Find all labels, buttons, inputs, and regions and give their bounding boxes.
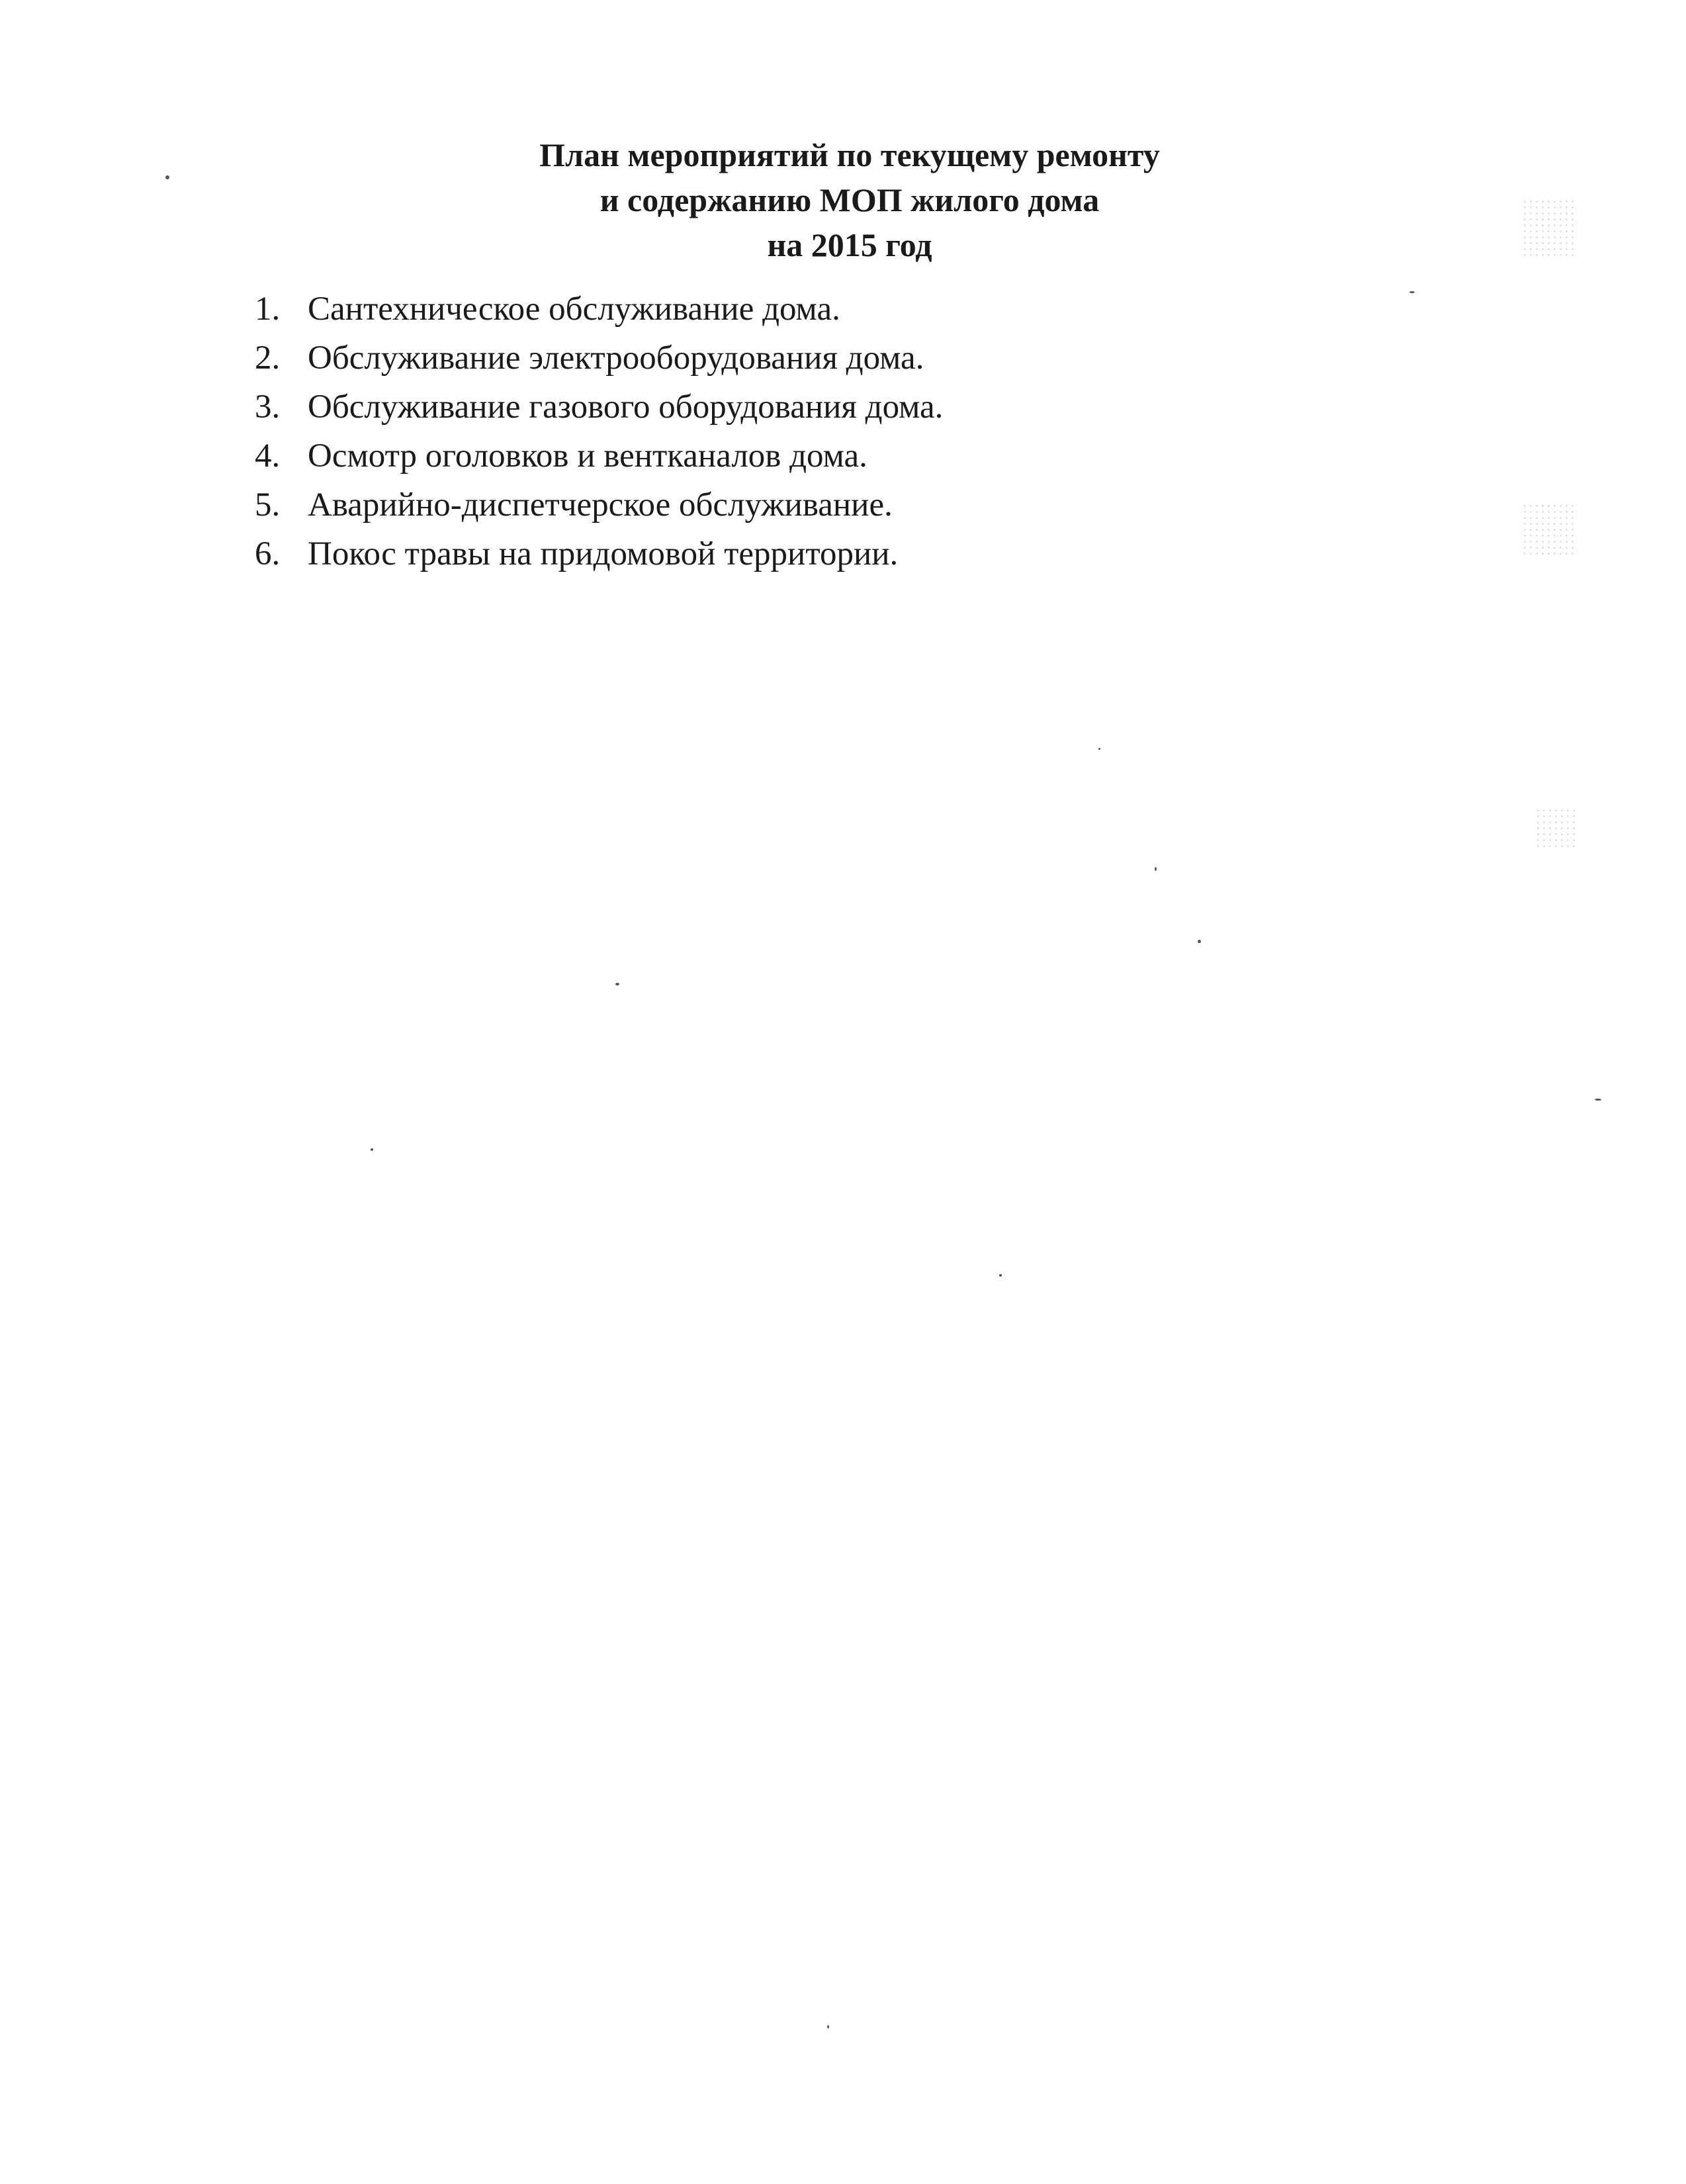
list-item-text: Покос травы на придомовой территории. — [308, 535, 899, 572]
scan-noise-right-lower — [1535, 807, 1575, 847]
document-title — [0, 132, 1686, 267]
list-item-number: 4. — [255, 437, 281, 475]
list-item-text: Сантехническое обслуживание дома. — [308, 291, 840, 328]
list-item-number: 6. — [255, 535, 281, 572]
list-item-text: Обслуживание газового оборудования дома. — [308, 388, 944, 426]
scan-noise-right — [1522, 503, 1575, 556]
title-line-1: План мероприятий по текущему ремонту — [539, 136, 1160, 173]
scan-speck — [615, 983, 619, 985]
scan-speck — [1098, 748, 1100, 750]
list-item-text: Обслуживание электрооборудования дома. — [308, 340, 924, 377]
list-item-text: Осмотр оголовков и вентканалов дома. — [308, 437, 867, 475]
list-item — [255, 480, 1512, 529]
scan-speck — [1409, 291, 1415, 293]
list-item — [255, 334, 1512, 383]
list-item — [255, 285, 1512, 334]
scan-speck — [165, 175, 169, 179]
activity-list — [255, 285, 1512, 578]
scan-speck — [999, 1274, 1002, 1277]
scan-speck — [371, 1148, 373, 1151]
list-item-number: 5. — [255, 486, 281, 523]
list-item-text: Аварийно-диспетчерское обслуживание. — [308, 486, 893, 523]
list-item-number: 3. — [255, 388, 281, 426]
list-item-number: 1. — [255, 291, 281, 328]
scan-speck — [827, 2025, 829, 2028]
list-item — [255, 432, 1512, 480]
scan-speck — [1155, 867, 1157, 871]
scan-speck — [1595, 1099, 1601, 1101]
list-item — [255, 383, 1512, 432]
title-line-2: и содержанию МОП жилого дома — [599, 181, 1100, 218]
list-item-number: 2. — [255, 340, 281, 377]
scan-speck — [1198, 940, 1201, 943]
list-item — [255, 529, 1512, 578]
title-line-3: на 2015 год — [767, 226, 932, 263]
scan-noise-top-right — [1522, 199, 1575, 258]
